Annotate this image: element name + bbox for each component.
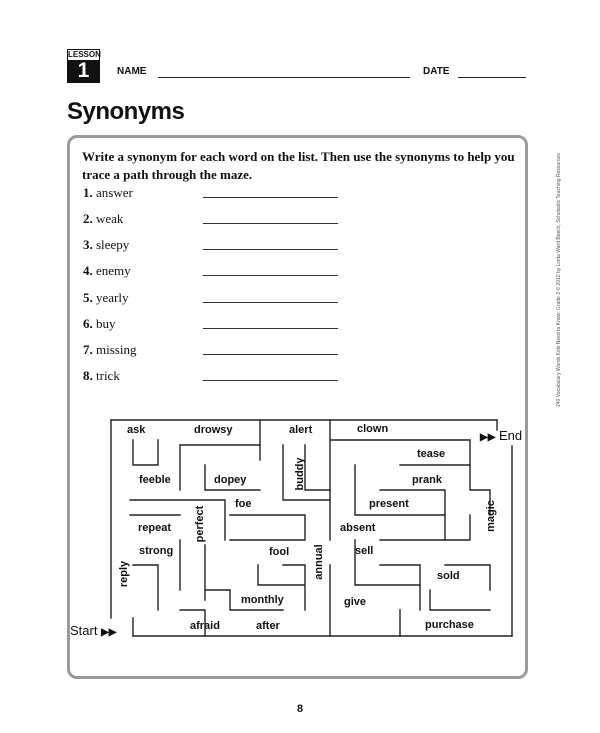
maze-start xyxy=(70,623,116,638)
maze-wall xyxy=(305,445,330,490)
item-number: 4. xyxy=(83,263,93,278)
name-label: NAME xyxy=(117,66,147,77)
maze-word: clown xyxy=(357,423,389,435)
lesson-number: 1 xyxy=(77,59,90,82)
maze-word: repeat xyxy=(138,522,172,534)
end-label: End xyxy=(499,428,523,443)
item-word: yearly xyxy=(96,290,129,305)
maze-word: absent xyxy=(340,522,376,534)
maze-word: magic xyxy=(485,500,497,532)
maze-word: foe xyxy=(235,498,252,510)
item-number: 1. xyxy=(83,185,93,200)
maze-word: buddy xyxy=(294,457,306,491)
item-word: buy xyxy=(96,316,116,331)
maze-word: after xyxy=(256,620,280,632)
maze-word: dopey xyxy=(214,474,247,486)
maze-word: fool xyxy=(269,546,290,558)
page-title: Synonyms xyxy=(67,98,185,125)
item-number: 2. xyxy=(83,211,93,226)
maze-end xyxy=(480,428,522,443)
maze-word: reply xyxy=(118,560,130,588)
maze-word: drowsy xyxy=(194,424,233,436)
maze-word: tease xyxy=(417,448,446,460)
maze-word: strong xyxy=(139,545,174,557)
start-arrow-icon: ▶▶ xyxy=(101,627,117,638)
maze-wall xyxy=(230,515,305,540)
date-label: DATE xyxy=(423,66,450,77)
maze-word: give xyxy=(344,596,367,608)
maze-wall xyxy=(330,540,420,636)
maze-word: sold xyxy=(437,570,460,582)
item-word: missing xyxy=(96,342,137,357)
copyright-side-text: 240 Vocabulary Words Kids Need to Know: Grade 3 © 2012 by Linda Ward Beech, Scholastic Teaching Resources xyxy=(556,153,562,407)
item-word: weak xyxy=(96,211,124,226)
item-word: sleepy xyxy=(96,237,130,252)
item-word: answer xyxy=(96,185,133,200)
maze-wall xyxy=(133,440,158,465)
maze-wall xyxy=(380,565,420,636)
maze-word: annual xyxy=(313,544,325,580)
maze-word: purchase xyxy=(425,619,474,631)
maze-wall xyxy=(130,500,225,540)
maze-word: prank xyxy=(412,474,442,486)
maze-word: feeble xyxy=(139,474,171,486)
item-number: 5. xyxy=(83,290,93,305)
instructions: Write a synonym for each word on the list. Then use the synonyms to help you trace a path through the maze. xyxy=(82,149,515,182)
page-number: 8 xyxy=(296,703,304,715)
maze-word: monthly xyxy=(241,594,284,606)
end-arrow-icon: ▶▶ xyxy=(480,432,496,443)
item-number: 7. xyxy=(83,342,93,357)
maze-word: perfect xyxy=(194,505,206,543)
maze-word: sell xyxy=(355,545,374,557)
start-label: Start xyxy=(70,623,98,638)
item-word: trick xyxy=(96,368,120,383)
maze-word: present xyxy=(369,498,409,510)
item-word: enemy xyxy=(96,263,131,278)
lesson-label: LESSON xyxy=(68,50,101,59)
item-number: 6. xyxy=(83,316,93,331)
maze-word: alert xyxy=(289,424,313,436)
maze-word: afraid xyxy=(190,620,220,632)
item-number: 8. xyxy=(83,368,93,383)
maze-word: ask xyxy=(127,424,146,436)
item-number: 3. xyxy=(83,237,93,252)
